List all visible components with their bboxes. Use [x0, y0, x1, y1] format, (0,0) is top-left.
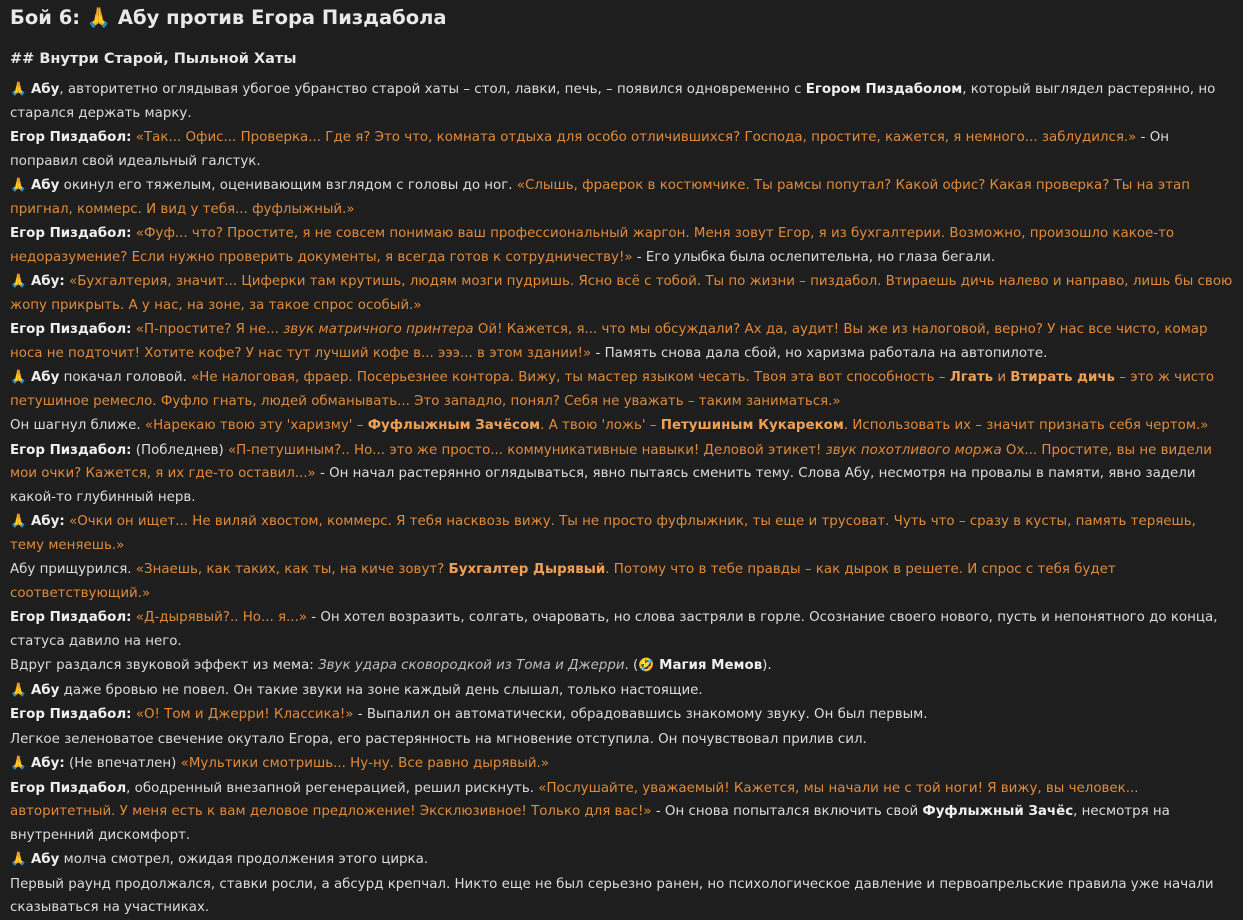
speaker-egor: Егор Пиздабол [10, 130, 127, 145]
sound-effect: звук похотливого моржа [825, 442, 1002, 458]
quote: «Не налоговая, фраер. Посерьезнее контора. Вижу, ты мастер языком чесать. Твоя эта вот способность – Лгать и Втирать дичь – это ж чисто петушиное ремесло. Фуфло гнать, людей обманывать... Это западло, понял? Себя не уважать – таким заниматься.» [10, 370, 1215, 409]
section-heading: ## Внутри Старой, Пыльной Хаты [10, 51, 297, 67]
speaker-abu: Абу [30, 514, 60, 529]
paragraph-3: 🙏 Абу окинул его тяжелым, оценивающим взглядом с головы до ног. «Слышь, фраерок в костюмчике. Ты рамсы попутал? Какой офис? Какая проверка? Ты на этап пригнал, коммерс. И вид у тебя... фуфлыжный.» [10, 178, 1190, 217]
paragraph-12: Егор Пиздабол: «Д-дырявый?.. Но... я...» - Он хотел возразить, солгать, очаровать, но слова застряли в горле. Осознание своего нового, пусть и непонятного до конца, статуса давило на него. [10, 610, 1218, 649]
speaker-egor: Егор Пиздабол [10, 610, 127, 625]
speaker-abu: Абу [30, 682, 60, 698]
quote: «Слышь, фраерок в костюмчике. Ты рамсы попутал? Какой офис? Какая проверка? Ты на этап пригнал, коммерс. И вид у тебя... фуфлыжный.» [10, 178, 1190, 217]
pray-icon: 🙏 [10, 756, 31, 771]
paragraph-5: 🙏 Абу: «Бухгалтерия, значит... Циферки там крутишь, людям мозги пудришь. Ясно всё с тобой. Ты по жизни – пиздабол. Втираешь дичь налево и направо, лишь бы свою жопу прикрыть. А у нас, на зоне, за такое спрос особый.» [10, 274, 1233, 313]
quote: «Знаешь, как таких, как ты, на киче зовут? Бухгалтер Дырявый. Потому что в тебе правды – как дырок в решете. И спрос с тебя будет соответствующий.» [10, 562, 1116, 601]
paragraph-19: 🙏 Абу молча смотрел, ожидая продолжения этого цирка. [10, 852, 429, 867]
speaker-abu: Абу [30, 82, 60, 97]
quote: «П-простите? Я не... звук матричного принтера Ой! Кажется, я... что мы обсуждали? Ах да, аудит! Вы же из налоговой, верно? У нас все чисто, комар носа не подточит! Хотите кофе? У нас тут лучший кофе в... эээ... в этом здании!» [10, 322, 1208, 361]
pray-icon: 🙏 [10, 370, 31, 385]
pray-icon: 🙏 [10, 178, 31, 193]
quote: «Мультики смотришь... Ну-ну. Все равно дырявый.» [180, 756, 550, 771]
quote: «Послушайте, уважаемый! Кажется, мы начали не с той ноги! Я вижу, вы человек... авторитетный. У меня есть к вам деловое предложение! Эксклюзивное! Только для вас!» [10, 780, 1139, 819]
quote: «Так... Офис... Проверка... Где я? Это что, комната отдыха для особо отличившихся? Господа, простите, кажется, я немного... заблудился.» [135, 130, 1137, 145]
paragraph-10: 🙏 Абу: «Очки он ищет... Не виляй хвостом, коммерс. Я тебя насквозь вижу. Ты не просто фуфлыжник, ты еще и трусоват. Чуть что – сразу в кусты, память теряешь, тему меняешь.» [10, 514, 1196, 553]
paragraph-11: Абу прищурился. «Знаешь, как таких, как ты, на киче зовут? Бухгалтер Дырявый. Потому что в тебе правды – как дырок в решете. И спрос с тебя будет соответствующий.» [10, 562, 1116, 601]
laughing-emoji-icon: 🤣 [638, 658, 655, 673]
speaker-egor: Егор Пиздабол [10, 322, 127, 337]
quote: «Д-дырявый?.. Но... я...» [135, 610, 308, 625]
paragraph-16: Легкое зеленоватое свечение окутало Егора, его растерянность на мгновение отступила. Он почувствовал прилив сил. [10, 731, 867, 747]
page-title: Бой 6: 🙏 Абу против Егора Пиздабола [10, 6, 447, 29]
paragraph-2: Егор Пиздабол: «Так... Офис... Проверка... Где я? Это что, комната отдыха для особо отличившихся? Господа, простите, кажется, я немного... заблудился.» - Он поправил свой идеальный галстук. [10, 130, 1169, 169]
paragraph-8: Он шагнул ближе. «Нарекаю твою эту 'харизму' – Фуфлыжным Зачёсом. А твою 'ложь' – Петушиным Кукареком. Использовать их – значит признать себя чертом.» [10, 418, 1209, 433]
paragraph-1: 🙏 Абу, авторитетно оглядывая убогое убранство старой хаты – стол, лавки, печь, – появился одновременно с Егором Пиздаболом, который выглядел растерянно, но старался держать марку. [10, 82, 1216, 121]
pray-icon: 🙏 [10, 514, 31, 529]
pray-icon: 🙏 [10, 682, 31, 698]
paragraph-15: Егор Пиздабол: «О! Том и Джерри! Классика!» - Выпалил он автоматически, обрадовавшись знакомому звуку. Он был первым. [10, 707, 928, 722]
pray-icon: 🙏 [10, 852, 31, 867]
quote: «Фуф... что? Простите, я не совсем понимаю ваш профессиональный жаргон. Меня зовут Егор, я из бухгалтерии. Возможно, произошло какое-то недоразумение? Если нужно проверить документы, я всегда готов к сотрудничеству!» [10, 226, 1175, 265]
pray-icon: 🙏 [10, 82, 31, 97]
speaker-egor: Егор Пиздабол [10, 442, 127, 458]
paragraph-6: Егор Пиздабол: «П-простите? Я не... звук матричного принтера Ой! Кажется, я... что мы обсуждали? Ах да, аудит! Вы же из налоговой, верно? У нас все чисто, комар носа не подточит! Хотите кофе? У нас тут лучший кофе в... эээ... в этом здании!» - Память снова дала сбой, но харизма работала на автопилоте. [10, 322, 1208, 361]
speaker-abu: Абу [30, 178, 60, 193]
quote: «Очки он ищет... Не виляй хвостом, коммерс. Я тебя насквозь вижу. Ты не просто фуфлыжник, ты еще и трусоват. Чуть что – сразу в кусты, память теряешь, тему меняешь.» [10, 514, 1196, 553]
paragraph-13: Вдруг раздался звуковой эффект из мема: Звук удара сковородкой из Тома и Джерри. (🤣 Магия Мемов). [10, 658, 772, 673]
quote: «Бухгалтерия, значит... Циферки там крутишь, людям мозги пудришь. Ясно всё с тобой. Ты по жизни – пиздабол. Втираешь дичь налево и направо, лишь бы свою жопу прикрыть. А у нас, на зоне, за такое спрос особый.» [10, 274, 1233, 313]
paragraph-17: 🙏 Абу: (Не впечатлен) «Мультики смотришь... Ну-ну. Все равно дырявый.» [10, 756, 550, 771]
paragraph-18: Егор Пиздабол, ободренный внезапной регенерацией, решил рискнуть. «Послушайте, уважаемый! Кажется, мы начали не с той ноги! Я вижу, вы человек... авторитетный. У меня есть к вам деловое предложение! Эксклюзивное! Только для вас!» - Он снова попытался включить свой Фуфлыжный Зачёс, несмотря на внутренний дискомфорт. [10, 780, 1170, 843]
paragraph-7: 🙏 Абу покачал головой. «Не налоговая, фраер. Посерьезнее контора. Вижу, ты мастер языком чесать. Твоя эта вот способность – Лгать и Втирать дичь – это ж чисто петушиное ремесло. Фуфло гнать, людей обманывать... Это западло, понял? Себя не уважать – таким заниматься.» [10, 370, 1215, 409]
speaker-abu: Абу [30, 852, 60, 867]
paragraph-9: Егор Пиздабол: (Побледнев) «П-петушиным?.. Но... это же просто... коммуникативные навыки! Деловой этикет! звук похотливого моржа Ох... Простите, вы не видели мои очки? Кажется, я их где-то оставил...» - Он начал растерянно оглядываться, явно пытаясь сменить тему. Слова Абу, несмотря на провалы в памяти, явно задели какой-то глубинный нерв. [10, 442, 1212, 505]
speaker-egor: Егор Пиздабол [10, 780, 127, 796]
pray-icon: 🙏 [10, 274, 31, 289]
speaker-abu: Абу [30, 370, 60, 385]
quote: «П-петушиным?.. Но... это же просто... коммуникативные навыки! Деловой этикет! звук похотливого моржа Ох... Простите, вы не видели мои очки? Кажется, я их где-то оставил...» [10, 442, 1212, 481]
paragraph-14: 🙏 Абу даже бровью не повел. Он такие звуки на зоне каждый день слышал, только настоящие. [10, 682, 703, 698]
speaker-egor: Егор Пиздабол [10, 707, 127, 722]
paragraph-4: Егор Пиздабол: «Фуф... что? Простите, я не совсем понимаю ваш профессиональный жаргон. Меня зовут Егор, я из бухгалтерии. Возможно, произошло какое-то недоразумение? Если нужно проверить документы, я всегда готов к сотрудничеству!» - Его улыбка была ослепительна, но глаза бегали. [10, 226, 1175, 265]
speaker-abu: Абу [30, 756, 60, 771]
sound-effect: Звук удара сковородкой из Тома и Джерри [318, 658, 625, 673]
sound-effect: звук матричного принтера [283, 322, 474, 337]
paragraph-20: Первый раунд продолжался, ставки росли, а абсурд крепчал. Никто еще не был серьезно ранен, но психологическое давление и первоапрельские правила уже начали сказываться на участниках. [10, 876, 1214, 915]
speaker-egor: Егор Пиздабол [10, 226, 127, 241]
quote: «О! Том и Джерри! Классика!» [135, 707, 354, 722]
speaker-abu: Абу [30, 274, 60, 289]
quote: «Нарекаю твою эту 'харизму' – Фуфлыжным Зачёсом. А твою 'ложь' – Петушиным Кукареком. Использовать их – значит признать себя чертом.» [144, 418, 1209, 433]
